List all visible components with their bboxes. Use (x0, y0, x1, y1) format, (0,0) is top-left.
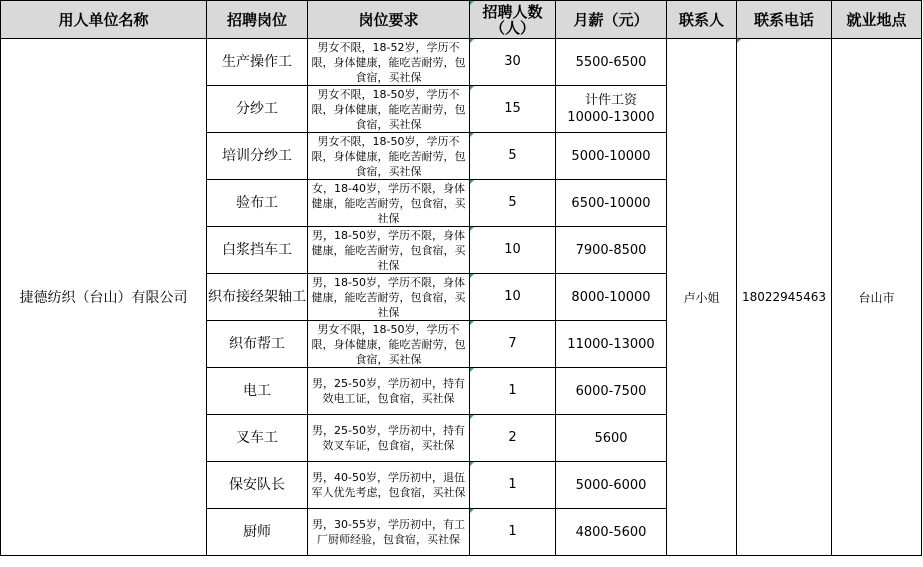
header-location: 就业地点 (832, 1, 922, 39)
count-cell (470, 133, 556, 180)
count-cell-text: 30 (504, 54, 521, 69)
salary-cell (556, 274, 667, 321)
salary-cell-text: 5600 (594, 430, 628, 446)
requirements-cell (308, 415, 470, 462)
position-cell-text: 织布接经架轴工 (208, 288, 306, 305)
position-cell-text: 生产操作工 (222, 53, 292, 70)
position-cell (207, 321, 308, 368)
position-cell (207, 39, 308, 86)
table-row (1, 39, 922, 86)
count-cell-text: 5 (508, 195, 517, 210)
position-cell-text: 白浆挡车工 (222, 241, 292, 258)
count-cell (470, 462, 556, 509)
requirements-cell (308, 180, 470, 227)
salary-cell (556, 180, 667, 227)
requirements-cell (308, 227, 470, 274)
count-cell (470, 274, 556, 321)
contact-cell (667, 39, 737, 556)
count-cell (470, 415, 556, 462)
requirements-cell-text: 男女不限，18-50岁，学历不限，身体健康，能吃苦耐劳，包食宿，买社保 (311, 87, 466, 131)
requirements-cell (308, 462, 470, 509)
count-cell-text: 7 (508, 336, 517, 351)
company-cell-text: 捷德纺织（台山）有限公司 (19, 290, 188, 306)
salary-cell-text: 计件工资 10000-13000 (567, 93, 655, 125)
salary-cell-text: 6500-10000 (571, 195, 651, 211)
count-cell (470, 227, 556, 274)
header-requirements: 岗位要求 (308, 1, 470, 39)
count-cell-text: 15 (504, 101, 521, 116)
salary-cell (556, 227, 667, 274)
position-cell (207, 462, 308, 509)
phone-cell (737, 39, 832, 556)
position-cell (207, 227, 308, 274)
salary-cell-text: 5000-6000 (575, 477, 647, 493)
position-cell (207, 509, 308, 556)
table-body (1, 39, 922, 556)
requirements-cell-text: 男，18-50岁，学历不限，身体健康，能吃苦耐劳，包食宿，买社保 (311, 228, 466, 272)
position-cell-text: 保安队长 (229, 476, 285, 493)
header-company: 用人单位名称 (1, 1, 207, 39)
requirements-cell-text: 男女不限，18-50岁，学历不限，身体健康，能吃苦耐劳，包食宿，买社保 (311, 134, 466, 178)
requirements-cell-text: 男，40-50岁，学历初中，退伍军人优先考虑，包食宿，买社保 (311, 471, 466, 499)
count-cell (470, 39, 556, 86)
requirements-cell-text: 女，18-40岁，学历不限，身体健康，能吃苦耐劳，包食宿，买社保 (311, 181, 466, 225)
salary-cell (556, 415, 667, 462)
salary-cell (556, 368, 667, 415)
count-cell-text: 5 (508, 148, 517, 163)
salary-cell (556, 462, 667, 509)
salary-cell (556, 86, 667, 133)
requirements-cell (308, 321, 470, 368)
requirements-cell-text: 男女不限，18-50岁，学历不限，身体健康，能吃苦耐劳，包食宿，买社保 (311, 322, 466, 366)
requirements-cell (308, 274, 470, 321)
salary-cell-text: 7900-8500 (575, 242, 647, 258)
header-position: 招聘岗位 (207, 1, 308, 39)
count-cell (470, 509, 556, 556)
count-cell-text: 2 (508, 430, 517, 445)
location-cell-text: 台山市 (858, 290, 895, 305)
position-cell-text: 织布帮工 (229, 335, 285, 352)
count-cell (470, 368, 556, 415)
header-salary: 月薪（元） (556, 1, 667, 39)
count-cell-text: 1 (508, 524, 517, 539)
salary-cell (556, 509, 667, 556)
position-cell (207, 415, 308, 462)
requirements-cell-text: 男，25-50岁，学历初中，持有效叉车证，包食宿，买社保 (312, 424, 465, 452)
position-cell-text: 厨师 (243, 523, 271, 540)
position-cell (207, 133, 308, 180)
count-cell-text: 1 (508, 477, 517, 492)
position-cell-text: 电工 (243, 382, 271, 399)
position-cell (207, 368, 308, 415)
requirements-cell-text: 男，18-50岁，学历不限，身体健康，能吃苦耐劳，包食宿，买社保 (311, 275, 466, 319)
salary-cell-text: 4800-5600 (575, 524, 647, 540)
count-cell (470, 180, 556, 227)
phone-cell-text: 18022945463 (742, 290, 826, 304)
position-cell-text: 分纱工 (236, 100, 278, 117)
requirements-cell-text: 男，25-50岁，学历初中，持有效电工证，包食宿，买社保 (312, 377, 465, 405)
requirements-cell (308, 86, 470, 133)
salary-cell-text: 5500-6500 (575, 54, 647, 70)
position-cell (207, 86, 308, 133)
position-cell-text: 验布工 (236, 194, 278, 211)
requirements-cell (308, 39, 470, 86)
position-cell (207, 274, 308, 321)
header-phone: 联系电话 (737, 1, 832, 39)
requirements-cell (308, 509, 470, 556)
contact-cell-text: 卢小姐 (683, 290, 720, 305)
salary-cell (556, 133, 667, 180)
salary-cell (556, 321, 667, 368)
header-row (1, 1, 922, 39)
position-cell-text: 叉车工 (236, 429, 278, 446)
count-cell-text: 10 (504, 289, 521, 304)
salary-cell-text: 6000-7500 (575, 383, 647, 399)
company-cell (1, 39, 207, 556)
requirements-cell-text: 男女不限，18-52岁，学历不限，身体健康，能吃苦耐劳，包食宿，买社保 (311, 40, 466, 84)
count-cell (470, 86, 556, 133)
salary-cell-text: 11000-13000 (567, 336, 655, 352)
requirements-cell-text: 男，30-55岁，学历初中，有工厂厨师经验，包食宿，买社保 (312, 518, 465, 546)
header-count: 招聘人数（人） (470, 1, 556, 39)
location-cell (832, 39, 922, 556)
count-cell-text: 10 (504, 242, 521, 257)
salary-cell-text: 5000-10000 (571, 148, 651, 164)
salary-cell (556, 39, 667, 86)
count-cell (470, 321, 556, 368)
count-cell-text: 1 (508, 383, 517, 398)
header-contact: 联系人 (667, 1, 737, 39)
position-cell-text: 培训分纱工 (222, 147, 292, 164)
position-cell (207, 180, 308, 227)
requirements-cell (308, 368, 470, 415)
requirements-cell (308, 133, 470, 180)
salary-cell-text: 8000-10000 (571, 289, 651, 305)
